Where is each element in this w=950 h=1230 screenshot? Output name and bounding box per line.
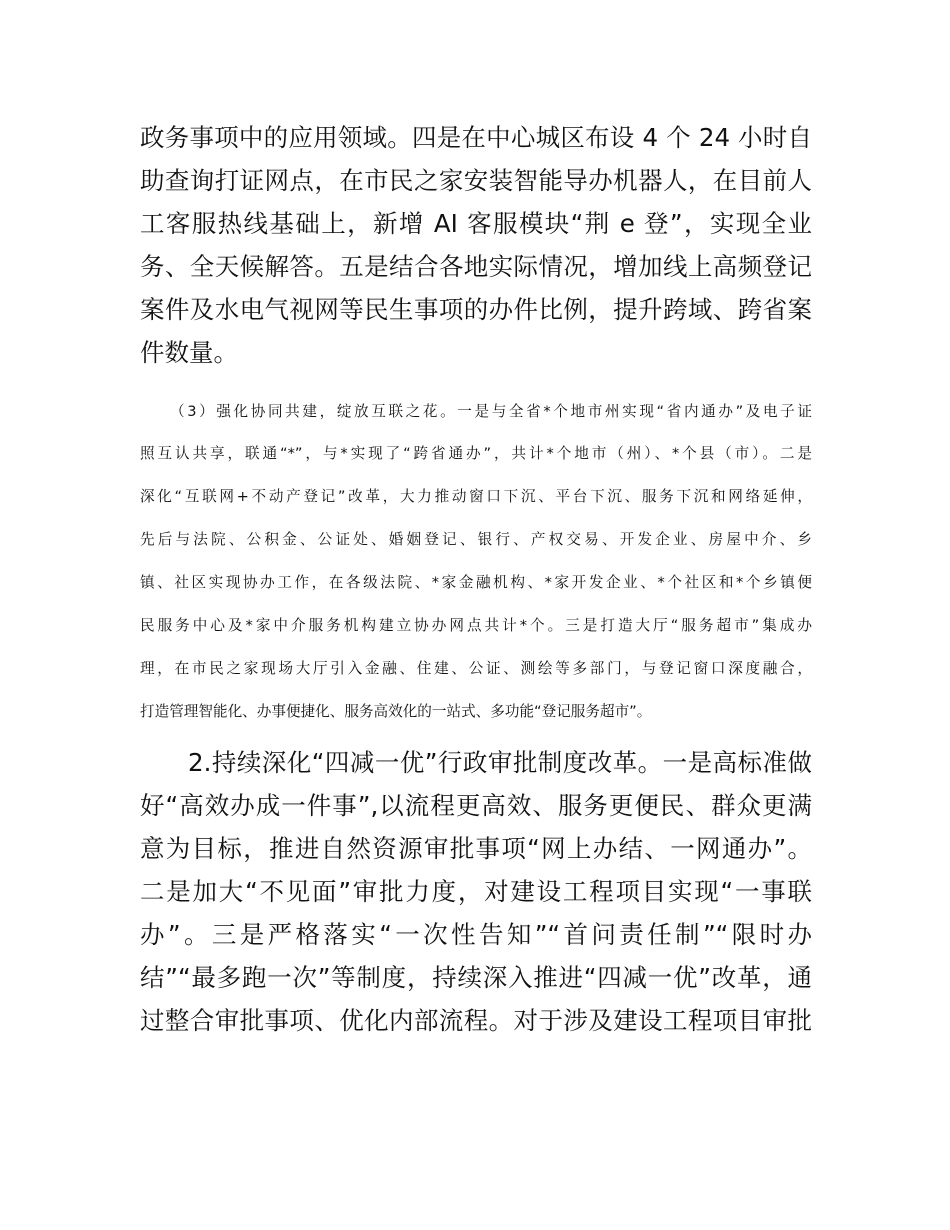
text-line: 照互认共享，联通“*”，与*实现了“跨省通办”，共计*个地市（州）、*个县（市）。二是 bbox=[140, 445, 812, 462]
text-line: 件数量。 bbox=[140, 338, 238, 367]
text-line: 民服务中心及*家中介服务机构建立协办网点共计*个。三是打造大厅“服务超市”集成办 bbox=[140, 617, 812, 634]
text-line: 案件及水电气视网等民生事项的办件比例，提升跨域、跨省案 bbox=[140, 295, 812, 324]
text-line: 先后与法院、公积金、公证处、婚姻登记、银行、产权交易、开发企业、房屋中介、乡 bbox=[140, 531, 812, 548]
text-line: 打造管理智能化、办事便捷化、服务高效化的一站式、多功能“登记服务超市”。 bbox=[140, 703, 652, 720]
text-line: 意为目标，推进自然资源审批事项“网上办结、一网通办”。 bbox=[140, 834, 812, 863]
text-line: 助查询打证网点，在市民之家安装智能导办机器人，在目前人 bbox=[140, 166, 812, 195]
text-line: 理，在市民之家现场大厅引入金融、住建、公证、测绘等多部门，与登记窗口深度融合， bbox=[140, 660, 812, 677]
text-line: 镇、社区实现协办工作，在各级法院、*家金融机构、*家开发企业、*个社区和*个乡镇便 bbox=[140, 574, 812, 591]
text-line: 结”“最多跑一次”等制度，持续深入推进“四减一优”改革，通 bbox=[140, 963, 812, 992]
text-line: 务、全天候解答。五是结合各地实际情况，增加线上高频登记 bbox=[140, 252, 812, 281]
text-line: 工客服热线基础上，新增 AI 客服模块“荆 e 登”，实现全业 bbox=[140, 209, 812, 238]
text-line: 二是加大“不见面”审批力度，对建设工程项目实现“一事联 bbox=[140, 877, 812, 906]
text-line: （3）强化协同共建，绽放互联之花。一是与全省*个地市州实现“省内通办”及电子证 bbox=[170, 403, 812, 420]
text-line: 过整合审批事项、优化内部流程。对于涉及建设工程项目审批 bbox=[140, 1006, 812, 1035]
text-line: 好“高效办成一件事”,以流程更高效、服务更便民、群众更满 bbox=[140, 791, 812, 820]
text-line: 深化“互联网+不动产登记”改革，大力推动窗口下沉、平台下沉、服务下沉和网络延伸， bbox=[140, 488, 812, 505]
text-line: 政务事项中的应用领域。四是在中心城区布设 4 个 24 小时自 bbox=[140, 123, 812, 152]
text-line: 办”。三是严格落实“一次性告知”“首问责任制”“限时办 bbox=[140, 920, 812, 949]
text-line: 2.持续深化“四减一优”行政审批制度改革。一是高标准做 bbox=[188, 748, 812, 777]
